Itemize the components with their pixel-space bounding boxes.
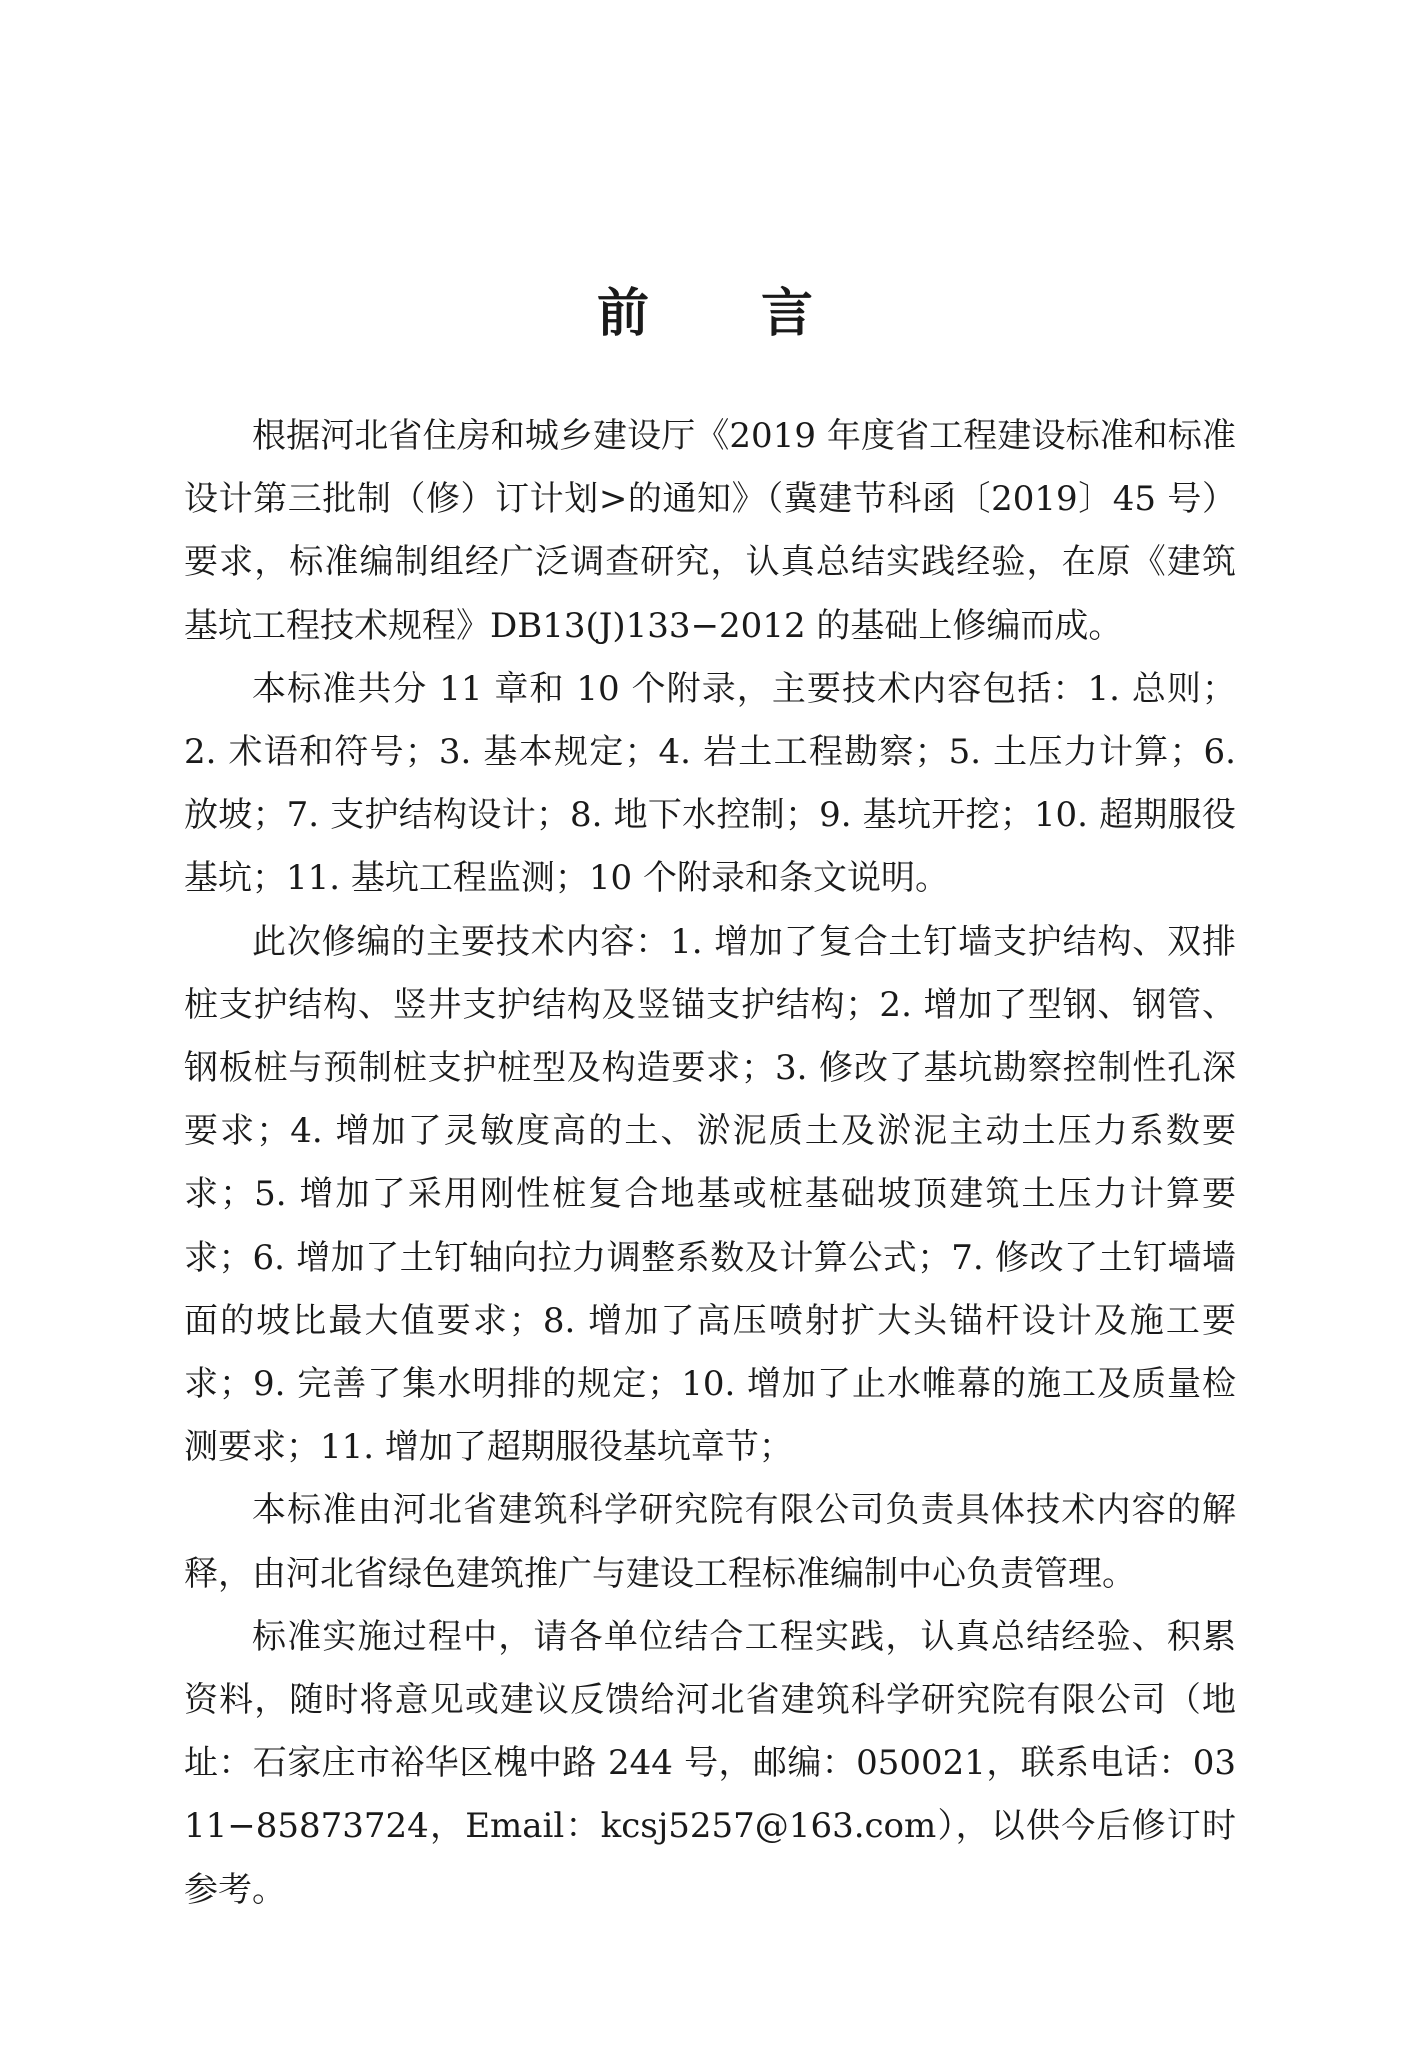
paragraph-revisions: 此次修编的主要技术内容：1. 增加了复合土钉墙支护结构、双排桩支护结构、竖井支护结构及竖锚支护结构；2. 增加了型钢、钢管、钢板桩与预制桩支护桩型及构造要求；3. 修改了基坑勘察控制性孔深要求；4. 增加了灵敏度高的土、淤泥质土及淤泥主动土压力系数要求；5. 增加了采用刚性桩复合地基或桩基础坡顶建筑土压力计算要求；6. 增加了土钉轴向拉力调整系数及计算公式；7. 修改了土钉墙墙面的坡比最大值要求；8. 增加了高压喷射扩大头锚杆设计及施工要求；9. 完善了集水明排的规定；10. 增加了止水帷幕的施工及质量检测要求；11. 增加了超期服役基坑章节； <box>184 921 1236 1468</box>
paragraph-basis: 根据河北省住房和城乡建设厅《2019 年度省工程建设标准和标准设计第三批制（修）订计划>的通知》（冀建节科函〔2019〕45 号）要求，标准编制组经广泛调查研究，认真总结实践经验，在原《建筑基坑工程技术规程》DB13(J)133−2012 的基础上修编而成。 <box>184 416 1236 646</box>
paragraph-responsibility: 本标准由河北省建筑科学研究院有限公司负责具体技术内容的解释，由河北省绿色建筑推广与建设工程标准编制中心负责管理。 <box>184 1490 1236 1594</box>
preface-body <box>184 405 1236 1922</box>
title-char-2: 言 <box>761 283 816 344</box>
page-title <box>0 282 1412 346</box>
title-char-1: 前 <box>596 283 651 344</box>
paragraph-contents: 本标准共分 11 章和 10 个附录，主要技术内容包括：1. 总则；2. 术语和符号；3. 基本规定；4. 岩土工程勘察；5. 土压力计算；6. 放坡；7. 支护结构设计；8. 地下水控制；9. 基坑开挖；10. 超期服役基坑；11. 基坑工程监测；10 个附录和条文说明。 <box>184 668 1236 899</box>
paragraph-feedback: 标准实施过程中，请各单位结合工程实践，认真总结经验、积累资料，随时将意见或建议反馈给河北省建筑科学研究院有限公司（地址：石家庄市裕华区槐中路 244 号，邮编：050021，联系电话：0311−85873724，Email：kcsj5257@163.com），以供今后修订时参考。 <box>184 1616 1236 1910</box>
